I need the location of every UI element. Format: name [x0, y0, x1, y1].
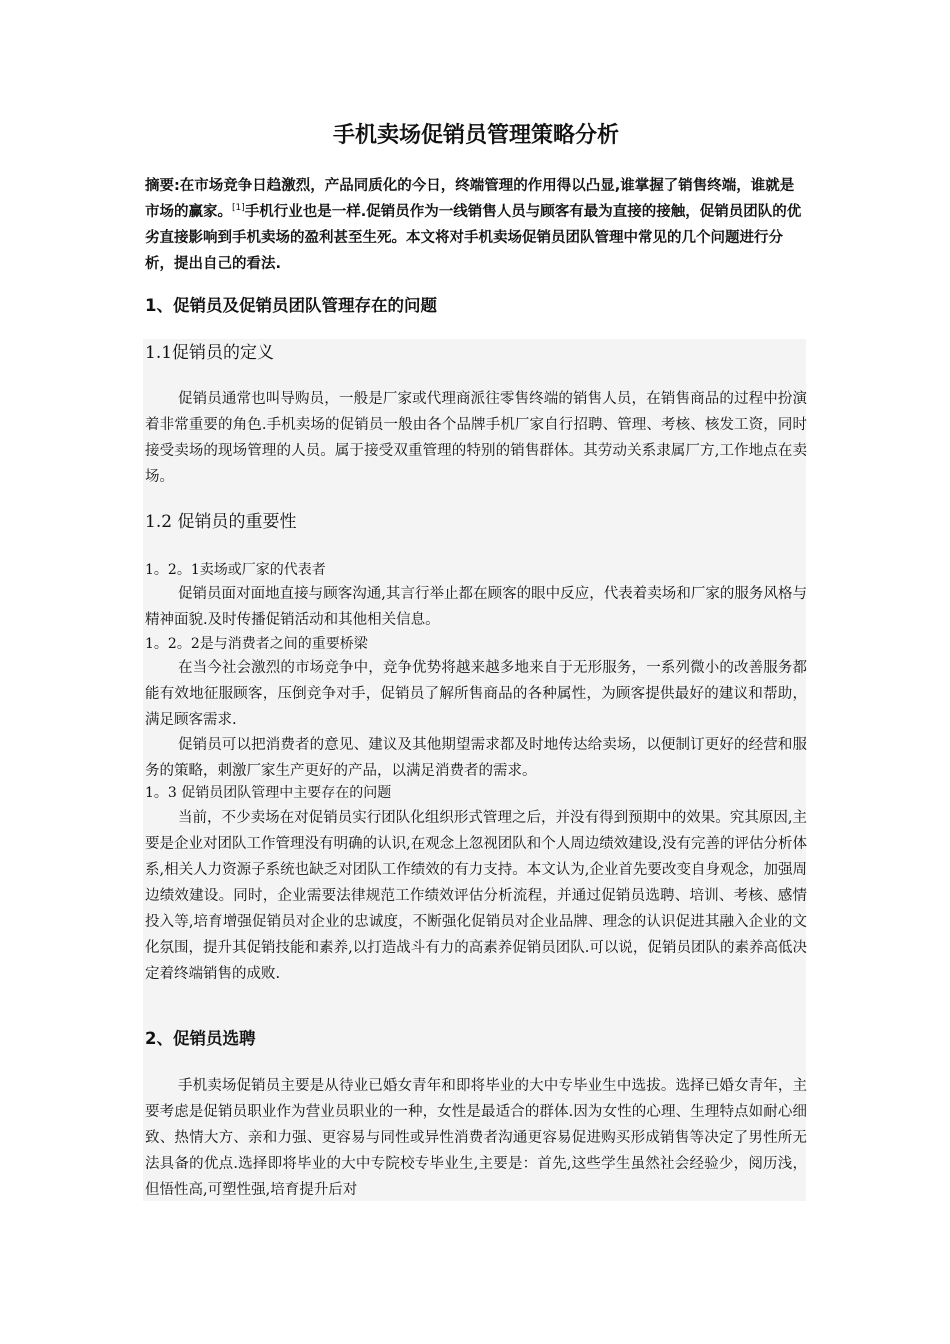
paragraph-bridge: 在当今社会激烈的市场竞争中，竞争优势将越来越多地来自于无形服务，一系列微小的改善服务都能有效地征服顾客，压倒竞争对手，促销员了解所售商品的各种属性，为顾客提供最好的建议和帮助，满足顾客需求. — [145, 660, 807, 728]
paragraph-representative: 促销员面对面地直接与顾客沟通,其言行举止都在顾客的眼中反应，代表着卖场和厂家的服务风格与精神面貌.及时传播促销活动和其他相关信息。 — [145, 586, 807, 628]
paragraph-definition: 促销员通常也叫导购员，一般是厂家或代理商派往零售终端的销售人员，在销售商品的过程中扮演着非常重要的角色.手机卖场的促销员一般由各个品牌手机厂家自行招聘、管理、考核、核发工资，同时接受卖场的现场管理的人员。属于接受双重管理的特别的销售群体。其劳动关系隶属厂方,工作地点在卖场。 — [145, 391, 807, 485]
section-1-heading: 1、促销员及促销员团队管理存在的问题 — [145, 296, 437, 315]
section-1-1-heading: 1.1促销员的定义 — [145, 343, 275, 363]
abstract — [145, 173, 807, 277]
paragraph-feedback: 促销员可以把消费者的意见、建议及其他期望需求都及时地传达给卖场，以便制订更好的经营和服务的策略，刺激厂家生产更好的产品，以满足消费者的需求。 — [145, 737, 807, 779]
citation-ref[interactable]: [1] — [232, 203, 245, 213]
paragraph-recruitment: 手机卖场促销员主要是从待业已婚女青年和即将毕业的大中专毕业生中选拔。选择已婚女青年，主要考虑是促销员职业作为营业员职业的一种，女性是最适合的群体.因为女性的心理、生理特点如耐心细致、热情大方、亲和力强、更容易与同性或异性消费者沟通更容易促进购买形成销售等决定了男性所无法具备的优点.选择即将毕业的大中专院校专毕业生,主要是：首先,这些学生虽然社会经验少，阅历浅，但悟性高,可塑性强,培育提升后对 — [145, 1078, 807, 1198]
paragraph-team-problems: 当前，不少卖场在对促销员实行团队化组织形式管理之后，并没有得到预期中的效果。究其原因,主要是企业对团队工作管理没有明确的认识,在观念上忽视团队和个人周边绩效建设,没有完善的评估分析体系,相关人力资源子系统也缺乏对团队工作绩效的有力支持。本文认为,企业首先要改变自身观念，加强周边绩效建设。同时，企业需要法律规范工作绩效评估分析流程，并通过促销员选聘、培训、考核、感情投入等,培育增强促销员对企业的忠诚度，不断强化促销员对企业品牌、理念的认识促进其融入企业的文化氛围，提升其促销技能和素养,以打造战斗有力的高素养促销员团队.可以说，促销员团队的素养高低决定着终端销售的成败. — [145, 810, 807, 982]
document-title: 手机卖场促销员管理策略分析 — [332, 123, 619, 148]
section-1-2-2-heading: 1。2。2是与消费者之间的重要桥梁 — [145, 636, 368, 652]
abstract-text-before: 摘要:在市场竞争日趋激烈，产品同质化的今日，终端管理的作用得以凸显,谁掌握了销售终端，谁就是市场的赢家。 — [145, 178, 795, 220]
section-1-2-1-heading: 1。2。1卖场或厂家的代表者 — [145, 562, 326, 578]
section-1-2-heading: 1.2 促销员的重要性 — [145, 512, 297, 532]
section-1-3-heading: 1。3 促销员团队管理中主要存在的问题 — [145, 785, 392, 801]
abstract-text-after: 手机行业也是一样.促销员作为一线销售人员与顾客有最为直接的接触，促销员团队的优劣直接影响到手机卖场的盈利甚至生死。本文将对手机卖场促销员团队管理中常见的几个问题进行分析，提出自己的看法. — [145, 204, 802, 272]
section-2-heading: 2、促销员选聘 — [145, 1029, 256, 1048]
